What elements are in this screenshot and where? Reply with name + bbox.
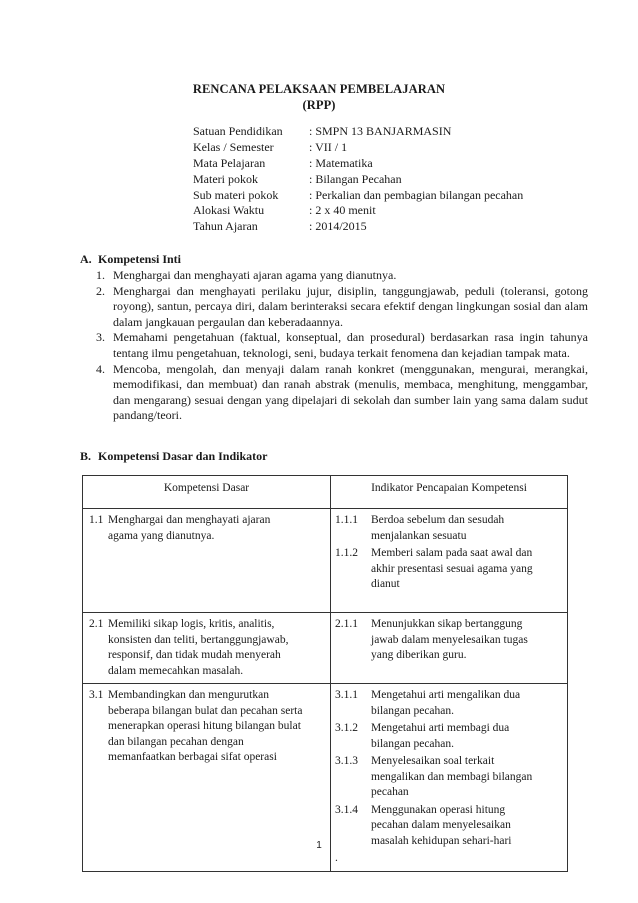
indicator-number: 3.1.2 [335, 722, 358, 734]
item-text: Menghargai dan menghayati ajaran agama yang dianutnya. [113, 268, 397, 282]
item-text: Menghargai dan menghayati perilaku jujur, disiplin, tanggungjawab, peduli (toleransi, gotong royong), santun, percaya diri, dalam berinteraksi secara efektif dengan lingkungan sosial dan alam dalam jangkauan pergaulan dan keberadaannya. [113, 283, 588, 329]
trailing-mark: . [335, 852, 338, 864]
indicator-item [335, 546, 561, 593]
section-a-title: Kompetensi Inti [98, 252, 182, 266]
indicator-line: yang diberikan guru. [371, 649, 467, 661]
indicator-line: dianut [371, 578, 400, 590]
indicator-line: masalah kehidupan sehari-hari [371, 834, 512, 847]
info-value: : 2014/2015 [309, 219, 367, 234]
section-b-letter: B. [80, 449, 92, 463]
indicator-number: 2.1.1 [335, 618, 358, 630]
kd-line: Memiliki sikap logis, kritis, analitis, [108, 618, 275, 630]
indicator-line: Menyelesaikan soal terkait [371, 755, 495, 767]
kd-item [89, 617, 324, 679]
info-key: Mata Pelajaran [193, 155, 266, 170]
info-row [193, 172, 523, 188]
info-value: : Bilangan Pecahan [309, 171, 402, 186]
info-value: : 2 x 40 menit [309, 203, 376, 218]
kd-line: menerapkan operasi hitung bilangan bulat [108, 720, 301, 732]
indicator-cell [331, 613, 568, 684]
kompetensi-inti-item [96, 330, 588, 361]
kd-cell [83, 509, 331, 613]
info-row [193, 140, 523, 156]
indicator-line: Mengetahui arti mengalikan dua [371, 689, 521, 701]
indicator-line: pecahan [371, 786, 409, 798]
indicator-number: 1.1.1 [335, 514, 358, 526]
table-row [83, 509, 568, 613]
kd-item [89, 513, 324, 544]
indicator-line: Menggunakan operasi hitung [371, 803, 506, 816]
info-key: Alokasi Waktu [193, 203, 265, 218]
kompetensi-inti-item [96, 268, 588, 284]
kompetensi-inti-item [96, 362, 588, 424]
item-text: Memahami pengetahuan (faktual, konseptual, dan prosedural) berdasarkan rasa ingin tahunya tentang ilmu pengetahuan, teknologi, seni, budaya terkait fenomena dan kejadian tampak mata. [113, 330, 588, 360]
kd-cell [83, 613, 331, 684]
kd-number: 1.1 [89, 514, 104, 526]
item-text: Mencoba, mengolah, dan menyaji dalam ranah konkret (menggunakan, mengurai, merangkai, memodifikasi, dan membuat) dan ranah abstrak (menulis, membaca, menghitung, menggambar, dan mengarang) sesuai dengan yang dipelajari di sekolah dan sumber lain yang sama dalam sudut pandang/teori. [113, 361, 588, 423]
kd-line: responsif, dan tidak mudah menyerah [108, 649, 281, 661]
info-value: : SMPN 13 BANJARMASIN [309, 124, 452, 138]
info-row [193, 203, 523, 219]
info-value: : Perkalian dan pembagian bilangan pecahan [309, 187, 524, 202]
indicator-line: bilangan pecahan. [371, 737, 455, 750]
item-number: 4. [96, 361, 105, 376]
indicator-cell [331, 509, 568, 613]
info-row [193, 219, 523, 235]
kd-line: konsisten dan teliti, bertanggungjawab, [108, 633, 289, 646]
indicator-line: pecahan dalam menyelesaikan [371, 819, 511, 831]
kd-line: Membandingkan dan mengurutkan [108, 689, 269, 701]
kd-line: dalam memecahkan masalah. [108, 664, 244, 677]
indicator-line: akhir presentasi sesuai agama yang [371, 562, 533, 575]
info-key: Materi pokok [193, 171, 258, 186]
document-title: RENCANA PELAKSAAN PEMBELAJARAN [192, 82, 446, 96]
indicator-line: menjalankan sesuatu [371, 529, 467, 542]
indicator-item [335, 754, 561, 801]
indicator-line: Memberi salam pada saat awal dan [371, 547, 533, 559]
kd-number: 2.1 [89, 618, 104, 630]
info-value: : VII / 1 [309, 139, 348, 154]
header-indikator: Indikator Pencapaian Kompetensi [331, 476, 568, 509]
info-key: Tahun Ajaran [193, 219, 258, 234]
page-number: 1 [316, 840, 322, 851]
indicator-number: 3.1.4 [335, 803, 358, 816]
kd-line: dan bilangan pecahan dengan [108, 735, 244, 748]
table-row [83, 613, 568, 684]
info-row [193, 124, 523, 140]
indicator-number: 3.1.3 [335, 755, 358, 767]
section-b-heading [80, 449, 267, 464]
indicator-item [335, 513, 561, 544]
kd-line: beberapa bilangan bulat dan pecahan serta [108, 704, 303, 717]
indicator-line: mengalikan dan membagi bilangan [371, 770, 533, 783]
kompetensi-inti-list [96, 268, 588, 424]
indicator-line: Berdoa sebelum dan sesudah [371, 514, 505, 526]
info-key: Sub materi pokok [193, 187, 279, 202]
indicator-line: bilangan pecahan. [371, 704, 455, 717]
indicator-line: Menunjukkan sikap bertanggung [371, 618, 523, 630]
indicator-line: Mengetahui arti membagi dua [371, 722, 510, 734]
section-a-letter: A. [80, 252, 92, 266]
kd-line: agama yang dianutnya. [108, 529, 215, 542]
indicator-item [335, 617, 561, 664]
kompetensi-inti-item [96, 284, 588, 331]
info-key: Kelas / Semester [193, 139, 274, 154]
indicator-item [335, 721, 561, 752]
info-row [193, 156, 523, 172]
item-number: 2. [96, 283, 105, 298]
kd-number: 3.1 [89, 689, 104, 701]
kompetensi-dasar-table [82, 475, 568, 872]
kd-item [89, 688, 324, 766]
indicator-line: jawab dalam menyelesaikan tugas [371, 633, 528, 646]
item-number: 3. [96, 330, 105, 345]
section-a-heading [80, 252, 181, 267]
identity-table [193, 124, 523, 235]
info-value: : Matematika [309, 155, 373, 170]
info-key: Satuan Pendidikan [193, 124, 283, 138]
document-subtitle: (RPP) [302, 98, 336, 112]
header-kompetensi-dasar: Kompetensi Dasar [83, 476, 331, 509]
info-row [193, 188, 523, 204]
indicator-number: 3.1.1 [335, 689, 358, 701]
kd-line: memanfaatkan berbagai sifat operasi [108, 751, 277, 763]
indicator-item [335, 688, 561, 719]
kd-line: Menghargai dan menghayati ajaran [108, 514, 271, 526]
item-number: 1. [96, 268, 105, 282]
section-b-title: Kompetensi Dasar dan Indikator [98, 449, 268, 463]
indicator-number: 1.1.2 [335, 547, 358, 559]
